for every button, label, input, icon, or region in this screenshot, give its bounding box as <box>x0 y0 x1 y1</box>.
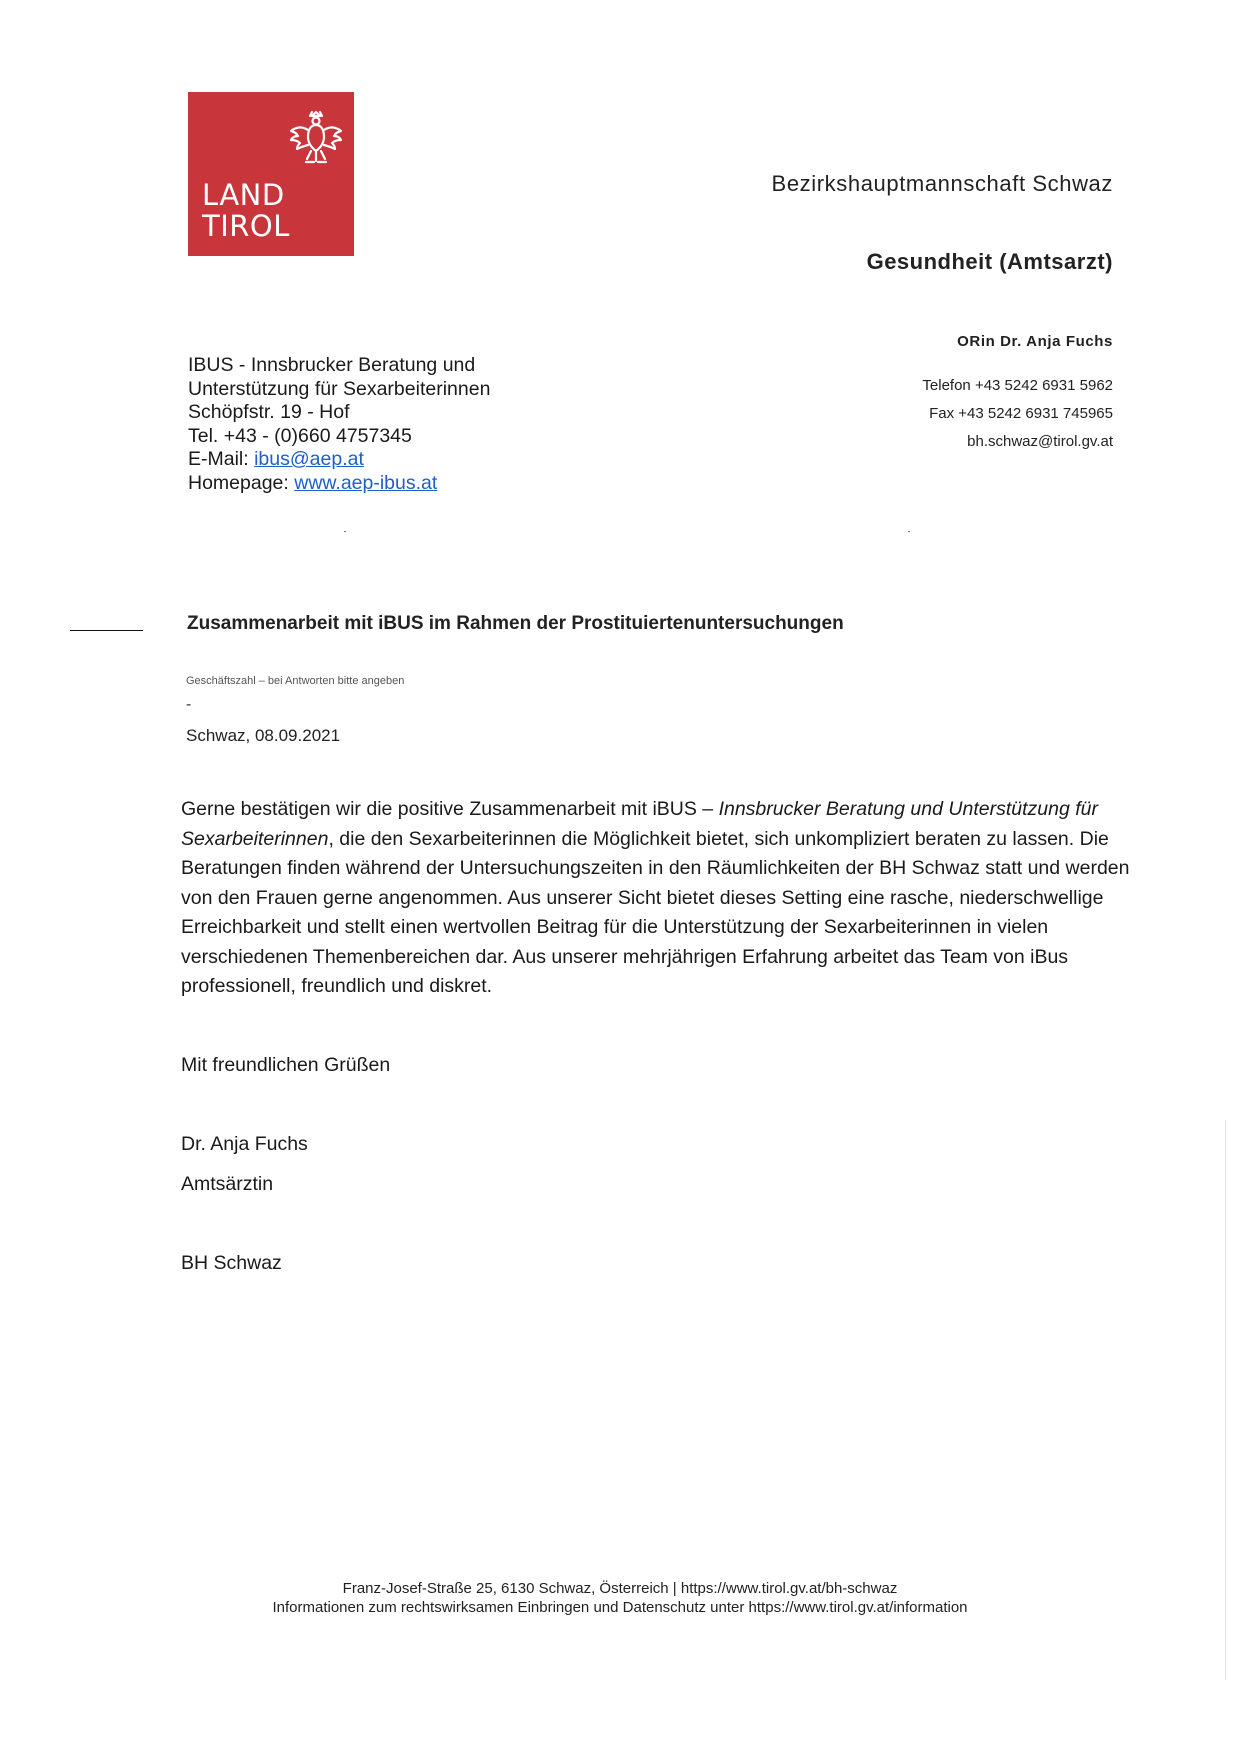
recipient-email-row <box>188 448 490 472</box>
reference-value: - <box>186 696 192 713</box>
page-footer <box>0 1579 1240 1617</box>
place-date: Schwaz, 08.09.2021 <box>186 726 341 745</box>
homepage-label: Homepage: <box>188 471 295 494</box>
tyrolean-eagle-icon <box>284 106 348 170</box>
sender-fax: Fax +43 5242 6931 745965 <box>929 405 1113 422</box>
authority-name: Bezirkshauptmannschaft Schwaz <box>771 171 1113 196</box>
recipient-address <box>188 354 490 495</box>
body-italic-name: Innsbrucker Beratung und Unterstützung für Sexarbeiterinnen <box>181 798 1098 850</box>
body-part-1: Gerne bestätigen wir die positive Zusammenarbeit mit iBUS – <box>181 798 719 820</box>
sender-email: bh.schwaz@tirol.gv.at <box>967 433 1113 450</box>
recipient-homepage-link[interactable]: www.aep-ibus.at <box>294 471 438 494</box>
recipient-line: IBUS - Innsbrucker Beratung und <box>188 354 476 376</box>
logo-line-land: LAND <box>202 178 285 212</box>
reference-label: Geschäftszahl – bei Antworten bitte angeben <box>186 675 405 687</box>
signature-role: Amtsärztin <box>181 1173 274 1195</box>
recipient-homepage-row <box>188 472 490 496</box>
subject-rule <box>70 630 143 631</box>
subject-line: Zusammenarbeit mit iBUS im Rahmen der Prostituiertenuntersuchungen <box>187 613 844 634</box>
logo-wordmark <box>202 180 290 242</box>
letter-body <box>181 795 1141 1002</box>
department-name: Gesundheit (Amtsarzt) <box>866 249 1113 274</box>
recipient-line: Unterstützung für Sexarbeiterinnen <box>188 377 491 400</box>
sender-name: ORin Dr. Anja Fuchs <box>957 333 1113 350</box>
recipient-line: Tel. +43 - (0)660 4757345 <box>188 424 412 447</box>
recipient-line: Schöpfstr. 19 - Hof <box>188 401 350 423</box>
body-part-2: , die den Sexarbeiterinnen die Möglichkeit bietet, sich unkompliziert beraten zu lassen. Die Beratungen finden während der Untersuchungszeiten in den Räumlichkeiten der BH Schwaz statt und werden von den Frauen gerne angenommen. Aus unserer Sicht bietet dieses Setting eine rasche, niederschwellige Erreichbarkeit und stellt einen wertvollen Beitrag für die Unterstützung der Sexarbeiterinnen in vielen verschiedenen Themenbereichen dar. Aus unserer mehrjährigen Erfahrung arbeitet das Team von iBus professionell, freundlich und diskret. <box>181 827 1130 997</box>
fold-mark <box>344 531 346 532</box>
signature-organization: BH Schwaz <box>181 1252 282 1274</box>
signature-name: Dr. Anja Fuchs <box>181 1133 308 1155</box>
fold-mark <box>908 531 910 532</box>
closing-phrase: Mit freundlichen Grüßen <box>181 1054 391 1076</box>
recipient-email-link[interactable]: ibus@aep.at <box>254 448 364 470</box>
footer-address: Franz-Josef-Straße 25, 6130 Schwaz, Österreich | https://www.tirol.gv.at/bh-schwaz <box>342 1580 898 1597</box>
scan-edge <box>1225 1120 1226 1680</box>
land-tirol-logo <box>188 92 354 256</box>
sender-phone: Telefon +43 5242 6931 5962 <box>922 377 1113 394</box>
sender-contact <box>922 333 1113 456</box>
footer-info: Informationen zum rechtswirksamen Einbringen und Datenschutz unter https://www.tirol.gv.at/information <box>272 1599 968 1616</box>
email-label: E-Mail: <box>188 448 255 470</box>
logo-line-tirol: TIROL <box>202 209 290 243</box>
